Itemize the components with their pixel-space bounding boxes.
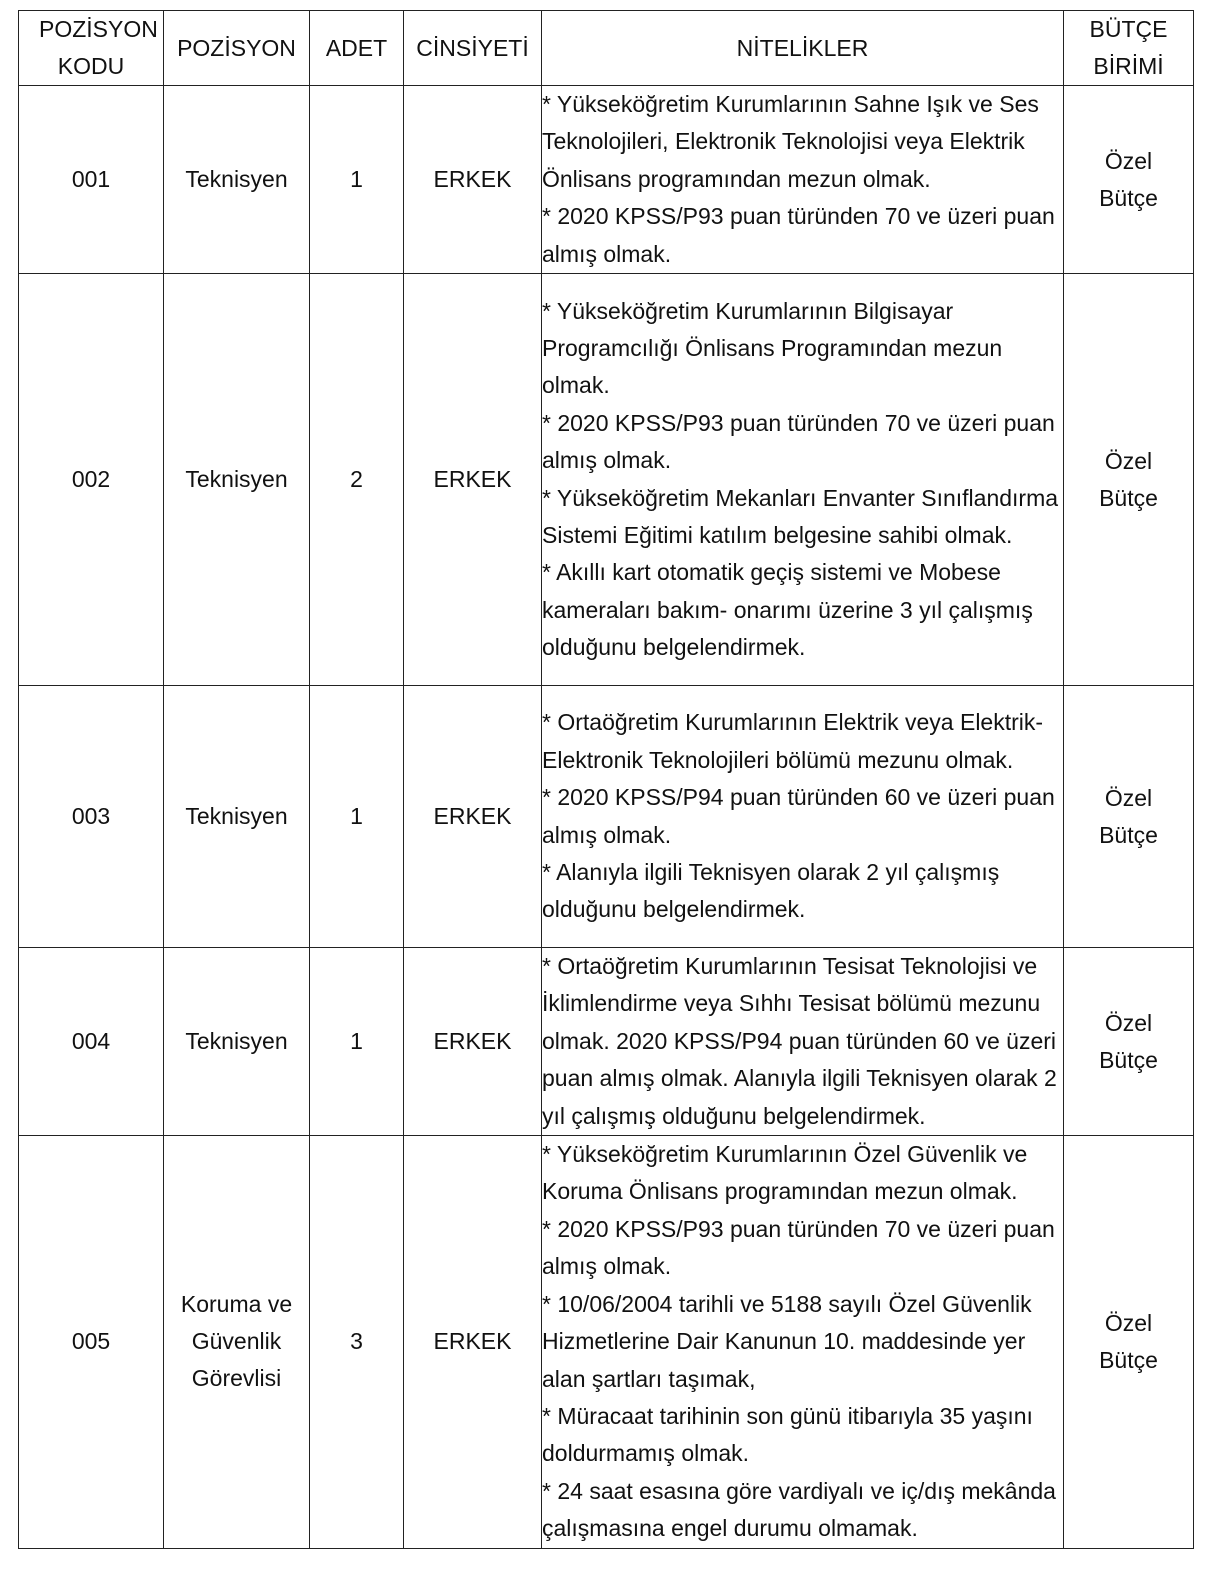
position-cell: Koruma ve Güvenlik Görevlisi [164,1136,310,1548]
budget-line: Bütçe [1099,184,1158,211]
header-budget-unit: BÜTÇE BİRİMİ [1064,11,1194,86]
qualification-item: * 10/06/2004 tarihli ve 5188 sayılı Özel Güvenlik Hizmetlerine Dair Kanunun 10. maddesinde yer alan şartları taşımak, [542,1290,1032,1392]
count-cell: 1 [310,86,404,274]
table-row [19,274,1194,686]
qualification-item: * 2020 KPSS/P93 puan türünden 70 ve üzeri puan almış olmak. [542,1215,1055,1280]
gender-cell: ERKEK [404,1136,542,1548]
qualifications-cell [542,1136,1064,1548]
budget-unit-cell [1064,1136,1194,1548]
qualification-item: * Yükseköğretim Kurumlarının Bilgisayar Programcılığı Önlisans Programından mezun olmak. [542,297,1003,399]
position-cell: Teknisyen [164,274,310,686]
position-code-cell: 002 [19,274,164,686]
budget-unit-cell [1064,686,1194,948]
count-cell: 1 [310,686,404,948]
gender-cell: ERKEK [404,948,542,1136]
gender-cell: ERKEK [404,686,542,948]
position-code-cell: 001 [19,86,164,274]
header-qualifications: NİTELİKLER [542,11,1064,86]
budget-line: Bütçe [1099,1046,1158,1073]
header-count: ADET [310,11,404,86]
budget-line: Özel [1104,1009,1153,1036]
qualification-item: * Ortaöğretim Kurumlarının Tesisat Teknolojisi ve İklimlendirme veya Sıhhı Tesisat bölümü mezunu olmak. 2020 KPSS/P94 puan türünden 60 ve üzeri puan almış olmak. Alanıyla ilgili Teknisyen olarak 2 yıl çalışmış olduğunu belgelendirmek. [542,953,1057,1129]
qualification-item: * Alanıyla ilgili Teknisyen olarak 2 yıl çalışmış olduğunu belgelendirmek. [542,858,1000,923]
budget-unit-cell [1064,86,1194,274]
header-row [19,11,1194,86]
table-row [19,86,1194,274]
gender-cell: ERKEK [404,86,542,274]
position-cell: Teknisyen [164,686,310,948]
gender-cell: ERKEK [404,274,542,686]
position-cell: Teknisyen [164,948,310,1136]
positions-table [18,10,1194,1549]
budget-line: Bütçe [1099,1346,1158,1373]
position-code-cell: 003 [19,686,164,948]
qualifications-cell [542,86,1064,274]
budget-line: Bütçe [1099,484,1158,511]
budget-line: Özel [1104,1309,1153,1336]
position-cell: Teknisyen [164,86,310,274]
count-cell: 3 [310,1136,404,1548]
qualification-item: * Müracaat tarihinin son günü itibarıyla 35 yaşını doldurmamış olmak. [542,1402,1033,1467]
budget-line: Özel [1104,784,1153,811]
budget-unit-cell [1064,948,1194,1136]
budget-line: Bütçe [1099,821,1158,848]
qualification-item: * Akıllı kart otomatik geçiş sistemi ve Mobese kameraları bakım- onarımı üzerine 3 yıl çalışmış olduğunu belgelendirmek. [542,559,1033,661]
header-gender: CİNSİYETİ [404,11,542,86]
position-code-cell: 005 [19,1136,164,1548]
table-row [19,1136,1194,1548]
budget-line: Özel [1104,447,1153,474]
header-position: POZİSYON [164,11,310,86]
qualification-item: * 2020 KPSS/P93 puan türünden 70 ve üzeri puan almış olmak. [542,409,1055,474]
qualifications-cell [542,948,1064,1136]
qualification-item: * Yükseköğretim Kurumlarının Sahne Işık ve Ses Teknolojileri, Elektronik Teknolojisi veya Elektrik Önlisans programından mezun olmak. [542,91,1039,192]
count-cell: 2 [310,274,404,686]
budget-line: Özel [1104,147,1153,174]
qualifications-cell [542,686,1064,948]
qualification-item: * 2020 KPSS/P94 puan türünden 60 ve üzeri puan almış olmak. [542,784,1055,848]
qualification-item: * Yükseköğretim Kurumlarının Özel Güvenlik ve Koruma Önlisans programından mezun olmak. [542,1141,1028,1205]
count-cell: 1 [310,948,404,1136]
qualifications-cell [542,274,1064,686]
position-code-cell: 004 [19,948,164,1136]
qualification-item: * Ortaöğretim Kurumlarının Elektrik veya Elektrik-Elektronik Teknolojileri bölümü mezunu olmak. [542,709,1044,773]
qualification-item: * 24 saat esasına göre vardiyalı ve iç/dış mekânda çalışmasına engel durumu olmamak. [542,1477,1056,1542]
budget-unit-cell [1064,274,1194,686]
table-row [19,686,1194,948]
qualification-item: * Yükseköğretim Mekanları Envanter Sınıflandırma Sistemi Eğitimi katılım belgesine sahibi olmak. [542,484,1059,548]
table-row [19,948,1194,1136]
qualification-item: * 2020 KPSS/P93 puan türünden 70 ve üzeri puan almış olmak. [542,203,1055,267]
header-position-code: POZİSYON KODU [19,11,164,86]
